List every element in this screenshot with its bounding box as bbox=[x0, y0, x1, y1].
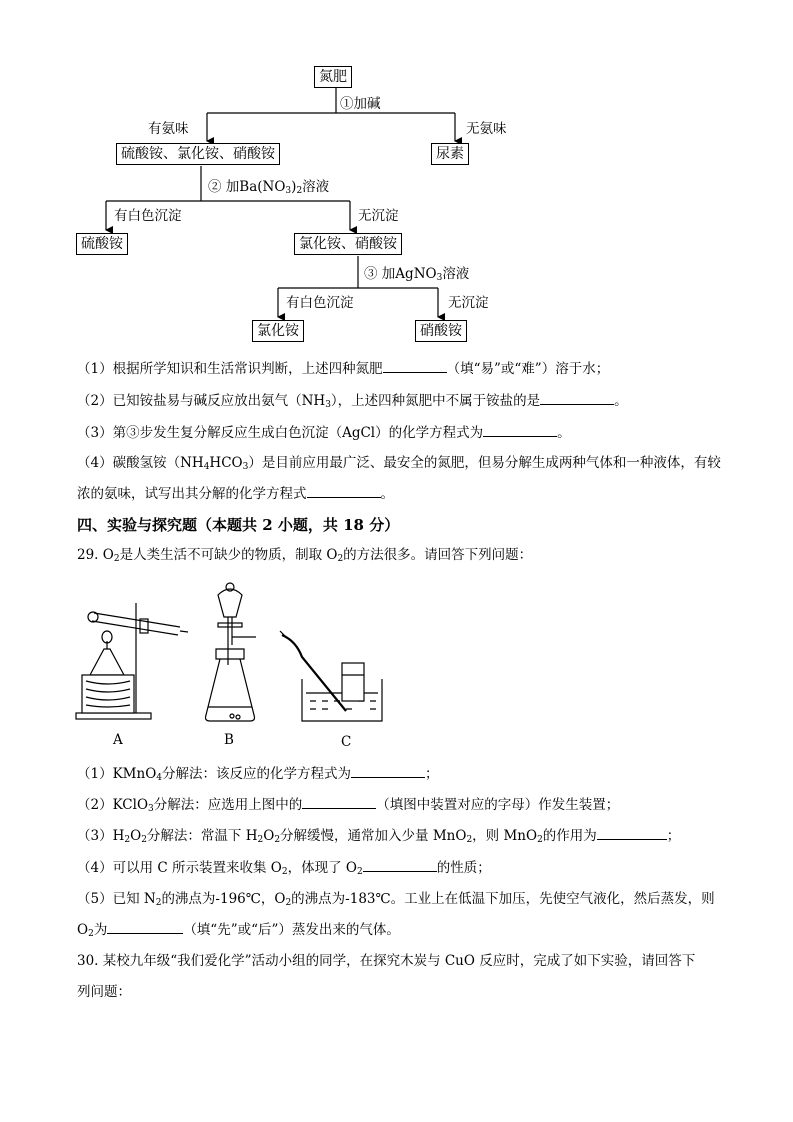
apparatus-label-b: B bbox=[224, 732, 234, 748]
q29-part-4: （4）可以用 C 所示装置来收集 $O_2$，体现了 $O_2$ 的性质； bbox=[77, 857, 491, 882]
answer-blank[interactable] bbox=[302, 794, 376, 809]
q28-part-3: （3）第③步发生复分解反应生成白色沉淀（AgCl）的化学方程式为 。 bbox=[77, 422, 571, 443]
answer-blank[interactable] bbox=[483, 422, 557, 437]
apparatus-figure bbox=[70, 575, 400, 730]
flow-label-has-ammonia: 有氨味 bbox=[148, 121, 189, 137]
flow-label-no-ppt-2: 无沉淀 bbox=[448, 295, 489, 311]
flow-step-3-label: ③ 加AgNO$_3$溶液 bbox=[364, 266, 470, 283]
answer-blank[interactable] bbox=[307, 483, 381, 498]
apparatus-c bbox=[280, 631, 382, 721]
flow-node-urea: 尿素 bbox=[431, 143, 469, 165]
q30-line-2: 列问题： bbox=[77, 984, 131, 1000]
q29-part-1: （1）KMnO$_4$分解法：该反应的化学方程式为 ； bbox=[77, 763, 439, 788]
apparatus-label-a: A bbox=[113, 732, 123, 748]
flow-label-no-ammonia: 无氨味 bbox=[466, 121, 507, 137]
flow-label-white-ppt-1: 有白色沉淀 bbox=[114, 208, 182, 224]
apparatus-a bbox=[76, 603, 188, 719]
q29-intro: 29. $O_2$是人类生活不可缺少的物质，制取 $O_2$的方法很多。请回答下列问题： bbox=[77, 547, 533, 564]
q30-line-1: 30. 某校九年级“我们爱化学”活动小组的同学，在探究木炭与 CuO 反应时，完成了如下实验，请回答下 bbox=[77, 953, 696, 969]
flow-label-no-ppt-1: 无沉淀 bbox=[358, 208, 399, 224]
flow-node-ammonium-chloride: 氯化铵 bbox=[252, 320, 304, 342]
flow-node-three-salts: 硫酸铵、氯化铵、硝酸铵 bbox=[116, 143, 280, 165]
answer-blank[interactable] bbox=[597, 825, 667, 840]
q28-part-1: （1）根据所学知识和生活常识判断，上述四种氮肥 （填“易”或“难”）溶于水； bbox=[77, 358, 609, 379]
answer-blank[interactable] bbox=[107, 919, 183, 934]
q28-part-4: （4）碳酸氢铵$(NH_4HCO_3)$是目前应用最广泛、最安全的氮肥，但易分解生成两种气体和一种液体，有较 bbox=[77, 455, 721, 472]
flow-step-2-label: ② 加$Ba(NO_3)_2$溶液 bbox=[208, 179, 330, 196]
answer-blank[interactable] bbox=[383, 358, 447, 373]
flowchart-connectors bbox=[0, 0, 793, 360]
q29-part-5: （5）已知 $N_2$的沸点为-196℃，$O_2$的沸点为-183℃。工业上在低温下加压，先使空气液化，然后蒸发，则 bbox=[77, 891, 715, 908]
flow-label-white-ppt-2: 有白色沉淀 bbox=[286, 295, 354, 311]
answer-blank[interactable] bbox=[351, 763, 425, 778]
flow-node-ammonium-nitrate: 硝酸铵 bbox=[415, 320, 467, 342]
q28-part-2: （2）已知铵盐易与碱反应放出氨气$(NH_3)$，上述四种氮肥中不属于铵盐的是 。 bbox=[77, 390, 628, 415]
q29-part-5-cont: $O_2$为 （填“先”或“后”）蒸发出来的气体。 bbox=[77, 919, 400, 944]
flow-step-1-label: ①加碱 bbox=[340, 96, 381, 112]
apparatus-label-c: C bbox=[341, 734, 352, 750]
flow-node-nitrogen-fertilizer: 氮肥 bbox=[314, 66, 352, 88]
q29-part-2: （2）KClO$_3$分解法：应选用上图中的 （填图中装置对应的字母）作发生装置； bbox=[77, 794, 619, 819]
flow-node-chloride-nitrate: 氯化铵、硝酸铵 bbox=[294, 233, 402, 255]
section-heading: 四、实验与探究题（本题共 2 小题，共 18 分） bbox=[77, 516, 400, 534]
flow-node-ammonium-sulfate: 硫酸铵 bbox=[76, 233, 128, 255]
answer-blank[interactable] bbox=[363, 857, 437, 872]
q29-part-3: $(3)H_2O_2$分解法：常温下 $H_2O_2$分解缓慢，通常加入少量 MnO$_2$，则 MnO$_2$的作用为 ； bbox=[77, 825, 680, 850]
answer-blank[interactable] bbox=[540, 390, 614, 405]
q28-part-4-cont: 浓的氨味，试写出其分解的化学方程式 。 bbox=[77, 483, 394, 504]
apparatus-b bbox=[206, 583, 257, 721]
